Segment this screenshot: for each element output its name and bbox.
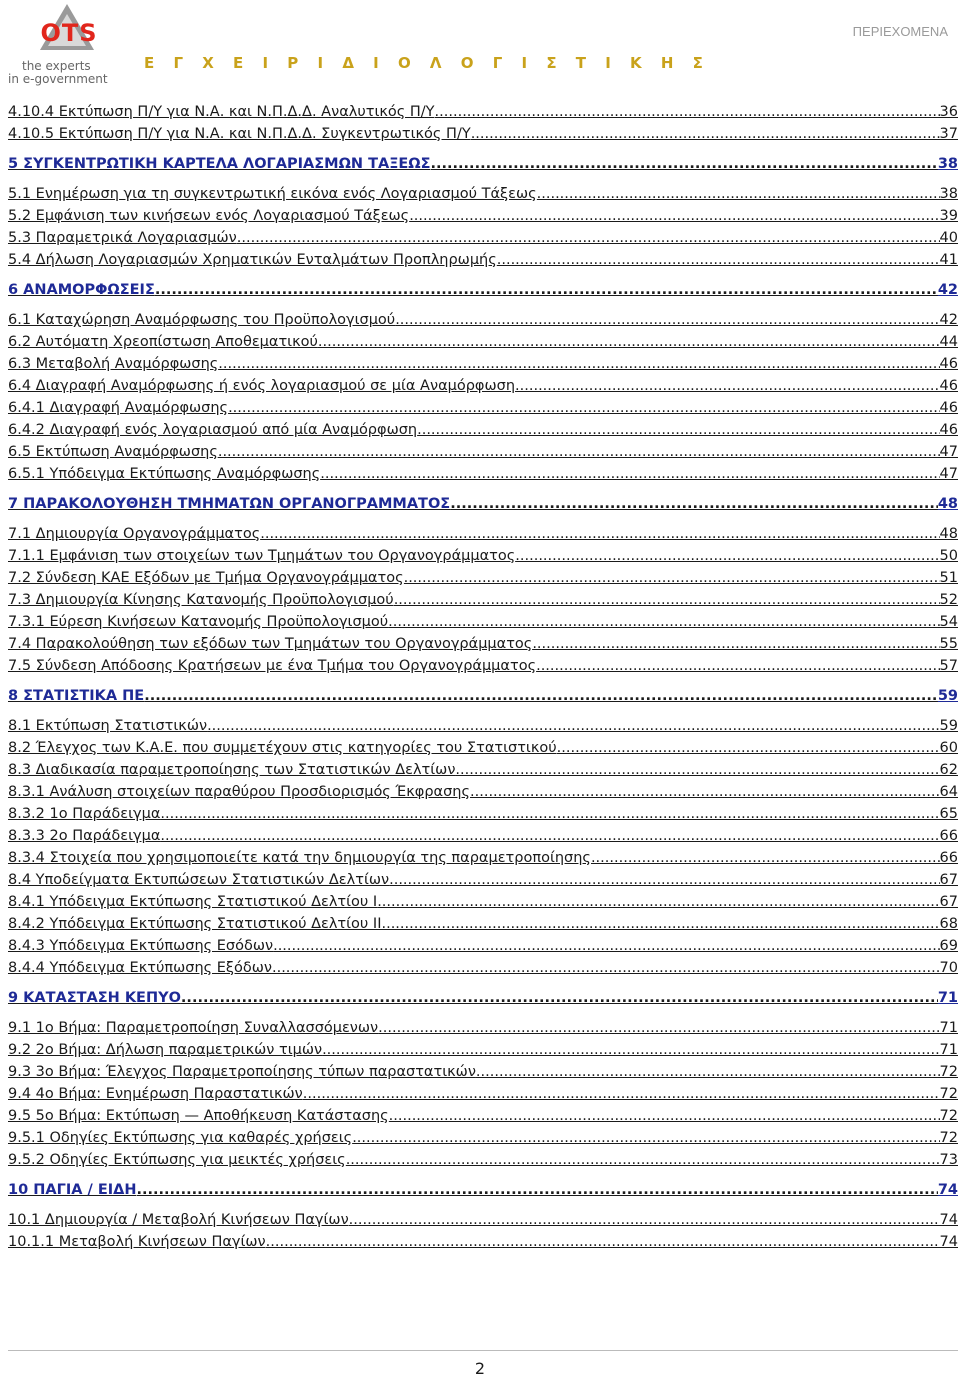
toc-entry-title: 5.3 Παραμετρικά Λογαριασμών: [8, 230, 237, 246]
toc-entry-page: 71: [939, 1020, 958, 1036]
toc-entry[interactable]: [8, 893, 958, 915]
toc-entry-page: 74: [939, 1212, 958, 1228]
toc-entry-title: 6.3 Μεταβολή Αναμόρφωσης: [8, 356, 219, 372]
toc-entry-title: 7.5 Σύνδεση Απόδοσης Κρατήσεων με ένα Τμήμα του Οργανογράμματος: [8, 658, 537, 674]
toc-entry-title: 8.4 Υποδείγματα Εκτυπώσεων Στατιστικών Δελτίων: [8, 872, 390, 888]
table-of-contents: [8, 103, 958, 1255]
toc-entry-title: 8.4.3 Υπόδειγμα Εκτύπωσης Εσόδων: [8, 938, 274, 954]
toc-entry-title: 10 ΠΑΓΙΑ / ΕΙΔΗ: [8, 1182, 137, 1198]
toc-leader-dots: [470, 783, 940, 802]
toc-entry-title: 8.3.4 Στοιχεία που χρησιμοποιείτε κατά την δημιουργία της παραμετροποίησης: [8, 850, 591, 866]
toc-leader-dots: [303, 1085, 940, 1104]
toc-leader-dots: [394, 591, 940, 610]
toc-entry[interactable]: [8, 849, 958, 871]
toc-entry-page: 38: [937, 156, 958, 172]
toc-entry-page: 42: [937, 282, 958, 298]
toc-entry-page: 70: [939, 960, 958, 976]
toc-entry-title: 6.2 Αυτόματη Χρεοπίστωση Αποθεματικού: [8, 334, 318, 350]
toc-leader-dots: [349, 1211, 940, 1230]
toc-entry-title: 5.1 Ενημέρωση για τη συγκεντρωτική εικόνα ενός Λογαριασμού Τάξεως: [8, 186, 537, 202]
toc-leader-dots: [155, 281, 938, 300]
toc-leader-dots: [218, 443, 940, 462]
toc-entry-page: 57: [939, 658, 958, 674]
toc-entry[interactable]: [8, 1085, 958, 1107]
logo-brand-text: OTS: [40, 19, 98, 47]
toc-entry-page: 62: [939, 762, 958, 778]
toc-leader-dots: [404, 569, 940, 588]
toc-entry-page: 40: [939, 230, 958, 246]
toc-entry[interactable]: [8, 915, 958, 937]
toc-entry-page: 59: [939, 718, 958, 734]
section-label: ΠΕΡΙΕΧΟΜΕΝΑ: [852, 24, 948, 39]
toc-entry-page: 36: [939, 104, 958, 120]
toc-entry-title: 4.10.5 Εκτύπωση Π/Υ για Ν.Α. και Ν.Π.Δ.Δ. Συγκεντρωτικός Π/Υ: [8, 126, 471, 142]
toc-leader-dots: [471, 125, 940, 144]
toc-leader-dots: [181, 989, 938, 1008]
toc-leader-dots: [378, 1019, 939, 1038]
toc-entry[interactable]: [8, 805, 958, 827]
toc-entry-page: 46: [939, 378, 958, 394]
toc-entry-page: 66: [939, 850, 958, 866]
toc-leader-dots: [352, 1129, 939, 1148]
toc-entry-page: 37: [939, 126, 958, 142]
page-number: 2: [474, 1359, 486, 1378]
toc-entry-title: 7.3 Δημιουργία Κίνησης Κατανομής Προϋπολογισμού: [8, 592, 394, 608]
toc-leader-dots: [207, 717, 939, 736]
toc-entry[interactable]: [8, 937, 958, 959]
toc-entry-page: 71: [939, 1042, 958, 1058]
toc-leader-dots: [160, 805, 939, 824]
toc-section-entry[interactable]: [8, 155, 958, 177]
toc-leader-dots: [455, 761, 939, 780]
toc-leader-dots: [318, 333, 940, 352]
toc-entry[interactable]: [8, 1211, 958, 1233]
toc-entry[interactable]: [8, 783, 958, 805]
toc-entry[interactable]: [8, 1063, 958, 1085]
toc-entry[interactable]: [8, 399, 958, 421]
toc-entry[interactable]: [8, 1151, 958, 1173]
toc-leader-dots: [409, 207, 939, 226]
toc-entry-title: 7 ΠΑΡΑΚΟΛΟΥΘΗΣΗ ΤΜΗΜΑΤΩΝ ΟΡΓΑΝΟΓΡΑΜΜΑΤΟΣ: [8, 496, 451, 512]
toc-entry[interactable]: [8, 125, 958, 147]
toc-entry-title: 7.3.1 Εύρεση Κινήσεων Κατανομής Προϋπολογισμού: [8, 614, 389, 630]
toc-leader-dots: [377, 893, 939, 912]
toc-entry-title: 9.3 3ο Βήμα: Έλεγχος Παραμετροποίησης τύπων παραστατικών: [8, 1064, 476, 1080]
toc-leader-dots: [260, 525, 939, 544]
toc-entry-page: 67: [939, 894, 958, 910]
toc-leader-dots: [228, 399, 939, 418]
toc-section-entry[interactable]: [8, 1181, 958, 1203]
toc-entry-title: 9.5.1 Οδηγίες Εκτύπωσης για καθαρές χρήσεις: [8, 1130, 353, 1146]
toc-entry-page: 72: [939, 1086, 958, 1102]
toc-leader-dots: [476, 1063, 940, 1082]
toc-leader-dots: [417, 421, 939, 440]
toc-entry-title: 6.1 Καταχώρηση Αναμόρφωσης του Προϋπολογισμού: [8, 312, 396, 328]
toc-entry-page: 46: [939, 422, 958, 438]
toc-entry-title: 8.4.2 Υπόδειγμα Εκτύπωσης Στατιστικού Δελτίου ΙΙ: [8, 916, 382, 932]
toc-entry-title: 8.3.1 Ανάλυση στοιχείων παραθύρου Προσδιορισμός Έκφρασης: [8, 784, 471, 800]
toc-entry-title: 7.1 Δημιουργία Οργανογράμματος: [8, 526, 261, 542]
toc-leader-dots: [389, 871, 939, 890]
toc-entry-title: 8.3.3 2ο Παράδειγμα: [8, 828, 161, 844]
toc-leader-dots: [591, 849, 940, 868]
toc-entry-title: 9.1 1ο Βήμα: Παραμετροποίηση Συναλλασσόμενων: [8, 1020, 379, 1036]
toc-leader-dots: [218, 355, 939, 374]
toc-entry-title: 9 ΚΑΤΑΣΤΑΣΗ ΚΕΠΥΟ: [8, 990, 181, 1006]
toc-entry-page: 41: [939, 252, 958, 268]
toc-leader-dots: [272, 959, 940, 978]
toc-leader-dots: [537, 185, 940, 204]
toc-leader-dots: [320, 465, 939, 484]
toc-entry[interactable]: [8, 333, 958, 355]
toc-section-entry[interactable]: [8, 495, 958, 517]
toc-entry-page: 64: [939, 784, 958, 800]
toc-entry-page: 51: [939, 570, 958, 586]
toc-entry[interactable]: [8, 229, 958, 251]
toc-entry-page: 44: [939, 334, 958, 350]
toc-leader-dots: [273, 937, 939, 956]
toc-leader-dots: [435, 103, 940, 122]
toc-section-entry[interactable]: [8, 281, 958, 303]
toc-entry-page: 66: [939, 828, 958, 844]
toc-leader-dots: [266, 1233, 940, 1252]
toc-leader-dots: [160, 827, 939, 846]
toc-entry-page: 47: [939, 444, 958, 460]
toc-entry-title: 9.5.2 Οδηγίες Εκτύπωσης για μεικτές χρήσεις: [8, 1152, 346, 1168]
toc-entry-title: 6.5 Εκτύπωση Αναμόρφωσης: [8, 444, 218, 460]
toc-entry[interactable]: [8, 635, 958, 657]
toc-entry-title: 8.4.1 Υπόδειγμα Εκτύπωσης Στατιστικού Δελτίου Ι: [8, 894, 378, 910]
toc-entry[interactable]: [8, 591, 958, 613]
toc-entry-page: 59: [937, 688, 958, 704]
toc-leader-dots: [346, 1151, 940, 1170]
toc-entry[interactable]: [8, 739, 958, 761]
toc-entry-page: 74: [939, 1234, 958, 1250]
toc-entry[interactable]: [8, 311, 958, 333]
toc-entry[interactable]: [8, 377, 958, 399]
toc-entry[interactable]: [8, 761, 958, 783]
toc-leader-dots: [497, 251, 940, 270]
toc-leader-dots: [395, 311, 939, 330]
toc-entry-page: 67: [939, 872, 958, 888]
toc-entry[interactable]: [8, 421, 958, 443]
toc-entry-title: 9.5 5ο Βήμα: Εκτύπωση — Αποθήκευση Κατάστασης: [8, 1108, 389, 1124]
toc-entry-page: 55: [939, 636, 958, 652]
toc-entry-title: 8.4.4 Υπόδειγμα Εκτύπωσης Εξόδων: [8, 960, 272, 976]
toc-entry-page: 48: [939, 526, 958, 542]
toc-entry-page: 39: [939, 208, 958, 224]
toc-entry[interactable]: [8, 717, 958, 739]
toc-leader-dots: [137, 1181, 938, 1200]
toc-entry-title: 7.4 Παρακολούθηση των εξόδων των Τμημάτων του Οργανογράμματος: [8, 636, 533, 652]
toc-entry[interactable]: [8, 443, 958, 465]
toc-entry[interactable]: [8, 185, 958, 207]
toc-entry-title: 9.4 4ο Βήμα: Ενημέρωση Παραστατικών: [8, 1086, 303, 1102]
toc-entry-page: 48: [937, 496, 958, 512]
toc-leader-dots: [389, 1107, 940, 1126]
toc-leader-dots: [450, 495, 938, 514]
toc-entry-page: 60: [939, 740, 958, 756]
toc-entry-title: 7.1.1 Εμφάνιση των στοιχείων των Τμημάτων του Οργανογράμματος: [8, 548, 516, 564]
toc-entry-page: 69: [939, 938, 958, 954]
toc-entry-title: 5.2 Εμφάνιση των κινήσεων ενός Λογαριασμού Τάξεως: [8, 208, 410, 224]
logo-tagline-2: in e-government: [8, 72, 108, 86]
toc-entry-title: 8.3.2 1ο Παράδειγμα: [8, 806, 161, 822]
toc-entry-title: 8.2 Έλεγχος των Κ.Α.Ε. που συμμετέχουν στις κατηγορίες του Στατιστικού: [8, 740, 557, 756]
toc-entry[interactable]: [8, 465, 958, 487]
toc-entry-title: 10.1.1 Μεταβολή Κινήσεων Παγίων: [8, 1234, 266, 1250]
toc-entry-title: 8 ΣΤΑΤΙΣΤΙΚΑ ΠΕ: [8, 688, 145, 704]
toc-entry[interactable]: [8, 525, 958, 547]
toc-leader-dots: [237, 229, 940, 248]
toc-entry-title: 5 ΣΥΓΚΕΝΤΡΩΤΙΚΗ ΚΑΡΤΕΛΑ ΛΟΓΑΡΙΑΣΜΩΝ ΤΑΞΕΩΣ: [8, 156, 431, 172]
toc-entry[interactable]: [8, 355, 958, 377]
toc-entry-title: 9.2 2ο Βήμα: Δήλωση παραμετρικών τιμών: [8, 1042, 323, 1058]
toc-leader-dots: [381, 915, 939, 934]
toc-entry-page: 46: [939, 400, 958, 416]
toc-entry[interactable]: [8, 251, 958, 273]
toc-entry-title: 8.1 Εκτύπωση Στατιστικών: [8, 718, 208, 734]
toc-entry-title: 4.10.4 Εκτύπωση Π/Υ για Ν.Α. και Ν.Π.Δ.Δ. Αναλυτικός Π/Υ: [8, 104, 435, 120]
toc-entry[interactable]: [8, 569, 958, 591]
toc-entry[interactable]: [8, 1129, 958, 1151]
toc-entry[interactable]: [8, 657, 958, 679]
toc-entry-page: 54: [939, 614, 958, 630]
toc-leader-dots: [557, 739, 940, 758]
toc-entry[interactable]: [8, 613, 958, 635]
toc-entry-page: 68: [939, 916, 958, 932]
toc-entry[interactable]: [8, 1233, 958, 1255]
toc-entry-title: 10.1 Δημιουργία / Μεταβολή Κινήσεων Παγίων: [8, 1212, 349, 1228]
toc-leader-dots: [532, 635, 939, 654]
toc-entry-page: 72: [939, 1130, 958, 1146]
toc-entry-page: 74: [937, 1182, 958, 1198]
toc-leader-dots: [322, 1041, 939, 1060]
toc-leader-dots: [144, 687, 938, 706]
toc-entry[interactable]: [8, 827, 958, 849]
toc-entry-page: 65: [939, 806, 958, 822]
toc-section-entry[interactable]: [8, 989, 958, 1011]
toc-entry-page: 47: [939, 466, 958, 482]
toc-entry-page: 72: [939, 1108, 958, 1124]
toc-entry[interactable]: [8, 959, 958, 981]
toc-entry-title: 6.4 Διαγραφή Αναμόρφωσης ή ενός λογαριασμού σε μία Αναμόρφωση: [8, 378, 516, 394]
toc-entry-page: 73: [939, 1152, 958, 1168]
toc-entry-page: 46: [939, 356, 958, 372]
toc-entry[interactable]: [8, 1041, 958, 1063]
logo-tagline-1: the experts: [22, 59, 91, 73]
toc-leader-dots: [536, 657, 939, 676]
toc-entry-page: 50: [939, 548, 958, 564]
toc-entry[interactable]: [8, 103, 958, 125]
toc-entry-page: 72: [939, 1064, 958, 1080]
toc-entry-title: 6.5.1 Υπόδειγμα Εκτύπωσης Αναμόρφωσης: [8, 466, 321, 482]
toc-entry-title: 6.4.1 Διαγραφή Αναμόρφωσης: [8, 400, 229, 416]
toc-section-entry[interactable]: [8, 687, 958, 709]
toc-entry-title: 6.4.2 Διαγραφή ενός λογαριασμού από μία Αναμόρφωση: [8, 422, 418, 438]
toc-entry[interactable]: [8, 547, 958, 569]
toc-entry-page: 52: [939, 592, 958, 608]
toc-entry[interactable]: [8, 1107, 958, 1129]
toc-entry-page: 42: [939, 312, 958, 328]
document-title: Ε Γ Χ Ε Ι Ρ Ι Δ Ι Ο Λ Ο Γ Ι Σ Τ Ι Κ Η Σ: [144, 54, 710, 72]
toc-leader-dots: [431, 155, 938, 174]
toc-entry[interactable]: [8, 871, 958, 893]
ots-logo: [6, 2, 132, 90]
toc-entry-title: 5.4 Δήλωση Λογαριασμών Χρηματικών Ενταλμάτων Προπληρωμής: [8, 252, 497, 268]
toc-entry-page: 38: [939, 186, 958, 202]
toc-entry[interactable]: [8, 207, 958, 229]
toc-leader-dots: [515, 547, 939, 566]
toc-entry-title: 6 ΑΝΑΜΟΡΦΩΣΕΙΣ: [8, 282, 155, 298]
toc-leader-dots: [388, 613, 939, 632]
toc-entry-page: 71: [937, 990, 958, 1006]
toc-entry[interactable]: [8, 1019, 958, 1041]
toc-entry-title: 8.3 Διαδικασία παραμετροποίησης των Στατιστικών Δελτίων: [8, 762, 456, 778]
toc-leader-dots: [515, 377, 940, 396]
page-header: [0, 0, 960, 92]
footer-divider: [8, 1350, 958, 1351]
toc-entry-title: 7.2 Σύνδεση ΚΑΕ Εξόδων με Τμήμα Οργανογράμματος: [8, 570, 404, 586]
